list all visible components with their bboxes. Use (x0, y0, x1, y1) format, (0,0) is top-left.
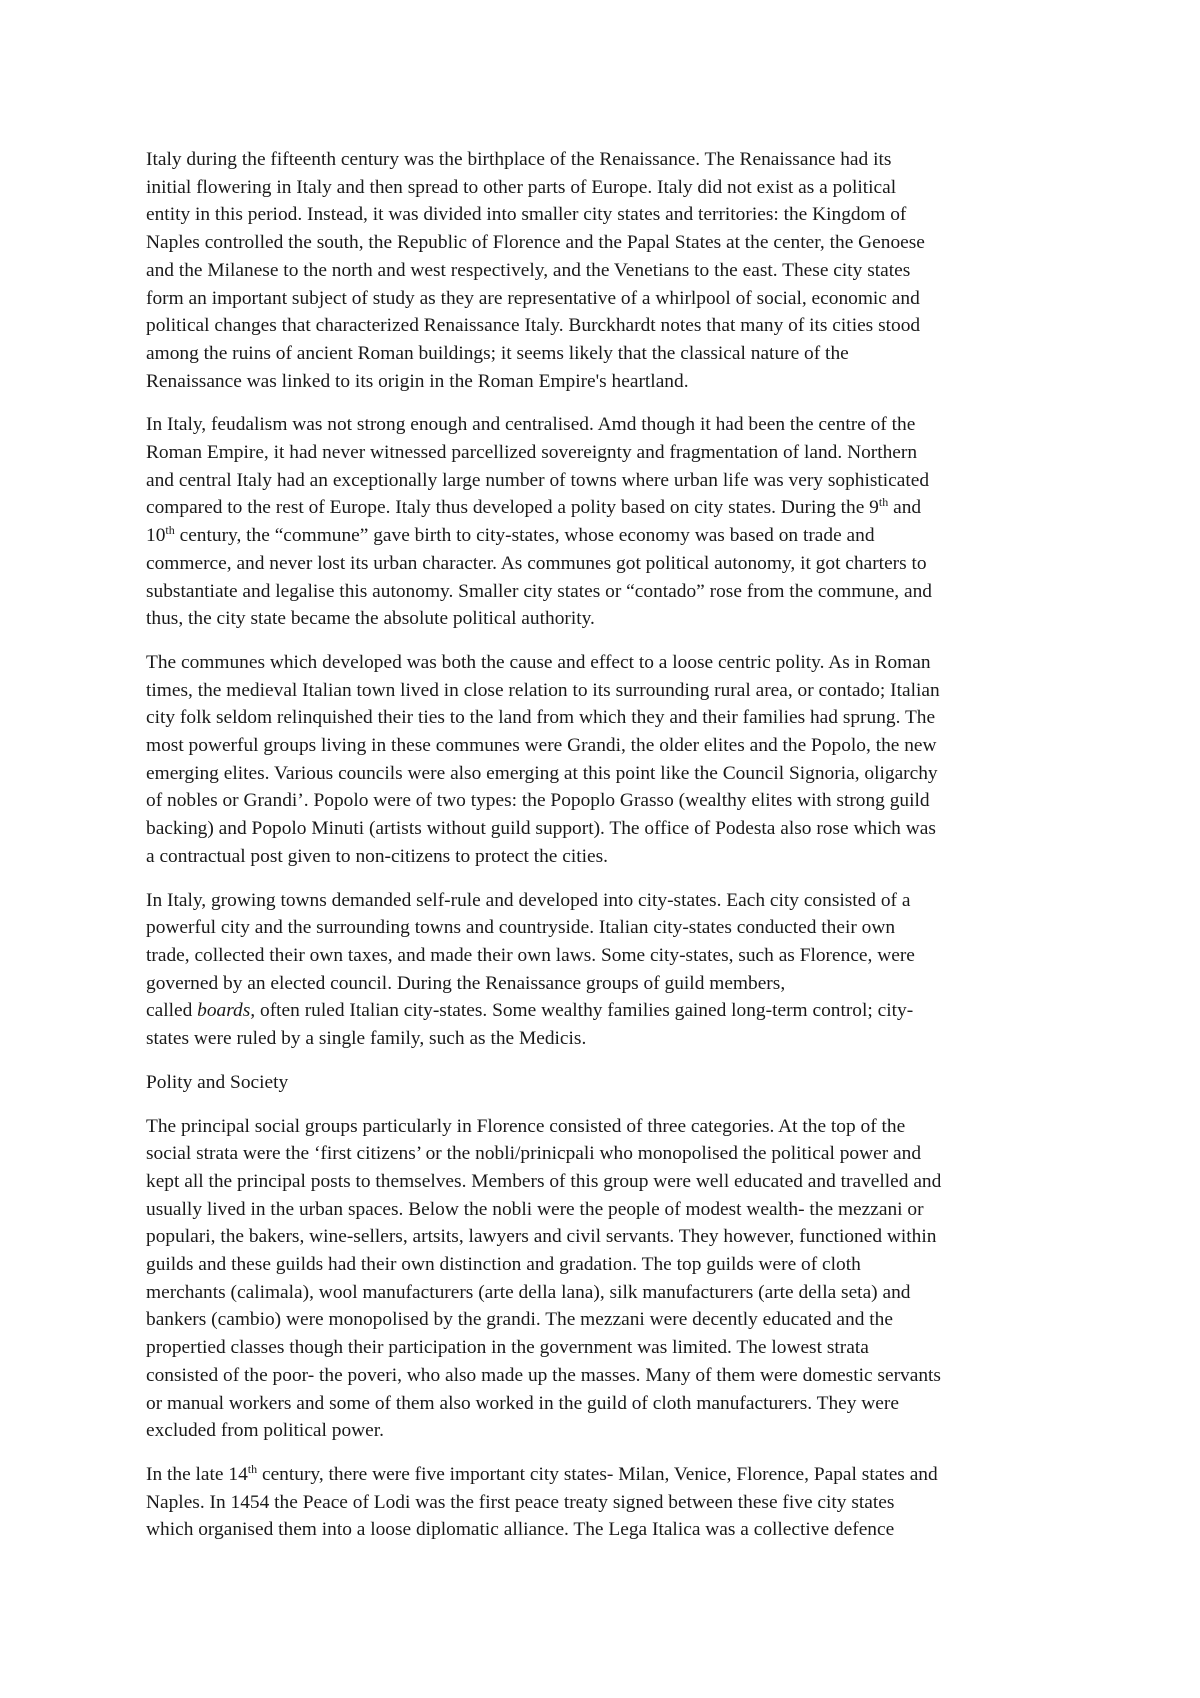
text-line: political changes that characterized Renaissance Italy. Burckhardt notes that many of its cities stood (146, 315, 921, 337)
text-line: emerging elites. Various councils were also emerging at this point like the Council Signoria, oligarchy (146, 762, 938, 784)
ordinal-superscript: th (247, 1461, 258, 1476)
text-run: 10 (146, 525, 166, 547)
text-run: called (146, 1000, 198, 1022)
text-run: In the late 14 (146, 1463, 248, 1485)
text-line: and central Italy had an exceptionally large number of towns where urban life was very sophisticated (146, 469, 930, 491)
text-line (146, 997, 1066, 1025)
text-line: among the ruins of ancient Roman buildings; it seems likely that the classical nature of the (146, 342, 849, 364)
text-run: compared to the rest of Europe. Italy thus developed a polity based on city states. During the 9 (146, 497, 879, 519)
text-line: usually lived in the urban spaces. Below the nobli were the people of modest wealth- the mezzani or (146, 1198, 924, 1220)
text-line: city folk seldom relinquished their ties to the land from which they and their families had sprung. The (146, 707, 936, 729)
text-line: The communes which developed was both the cause and effect to a loose centric polity. As in Roman (146, 651, 931, 673)
text-line: and the Milanese to the north and west respectively, and the Venetians to the east. These city states (146, 259, 911, 281)
text-line: form an important subject of study as they are representative of a whirlpool of social, economic and (146, 287, 920, 309)
text-line: consisted of the poor- the poveri, who also made up the masses. Many of them were domestic servants (146, 1364, 941, 1386)
ordinal-superscript: th (878, 495, 889, 510)
paragraph (146, 1113, 1066, 1445)
text-line (146, 522, 1066, 550)
paragraph (146, 887, 1066, 1053)
text-line: The principal social groups particularly in Florence consisted of three categories. At the top of the (146, 1115, 906, 1137)
document-body (146, 146, 1066, 1560)
paragraph (146, 146, 1066, 395)
paragraph (146, 1461, 1066, 1544)
text-line: trade, collected their own taxes, and made their own laws. Some city-states, such as Florence, were (146, 944, 915, 966)
text-line: entity in this period. Instead, it was divided into smaller city states and territories: the Kingdom of (146, 204, 907, 226)
text-run: century, the “commune” gave birth to city-states, whose economy was based on trade and (174, 525, 875, 547)
text-line: excluded from political power. (146, 1420, 384, 1442)
text-line (146, 1461, 1066, 1489)
ordinal-superscript: th (165, 523, 175, 538)
text-line: commerce, and never lost its urban character. As communes got political autonomy, it got charters to (146, 552, 927, 574)
text-line: social strata were the ‘first citizens’ or the nobli/prinicpali who monopolised the political power and (146, 1143, 922, 1165)
paragraph (146, 649, 1066, 871)
text-line: of nobles or Grandi’. Popolo were of two types: the Popoplo Grasso (wealthy elites with strong guild (146, 790, 930, 812)
text-line: merchants (calimala), wool manufacturers (arte della lana), silk manufacturers (arte della seta) and (146, 1281, 911, 1303)
text-line: Naples controlled the south, the Republic of Florence and the Papal States at the center, the Genoese (146, 232, 925, 254)
text-run: and (888, 497, 922, 519)
text-line: initial flowering in Italy and then spread to other parts of Europe. Italy did not exist as a political (146, 176, 897, 198)
text-line: backing) and Popolo Minuti (artists without guild support). The office of Podesta also rose which was (146, 818, 936, 840)
text-line: bankers (cambio) were monopolised by the grandi. The mezzani were decently educated and the (146, 1309, 893, 1331)
text-line: times, the medieval Italian town lived in close relation to its surrounding rural area, or contado; Italian (146, 679, 940, 701)
text-line: a contractual post given to non-citizens to protect the cities. (146, 845, 608, 867)
text-line: Renaissance was linked to its origin in the Roman Empire's heartland. (146, 370, 689, 392)
text-line: which organised them into a loose diplomatic alliance. The Lega Italica was a collective defence (146, 1519, 895, 1541)
text-line: states were ruled by a single family, such as the Medicis. (146, 1028, 587, 1050)
text-line: thus, the city state became the absolute political authority. (146, 608, 595, 630)
paragraph (146, 411, 1066, 633)
italic-term: boards, (197, 1000, 256, 1022)
text-line (146, 494, 1066, 522)
text-line: In Italy, feudalism was not strong enough and centralised. Amd though it had been the centre of the (146, 414, 916, 436)
text-line: Polity and Society (146, 1071, 289, 1093)
text-line: most powerful groups living in these communes were Grandi, the older elites and the Popolo, the new (146, 735, 937, 757)
text-run: century, there were five important city states- Milan, Venice, Florence, Papal states and (257, 1463, 938, 1485)
text-line: or manual workers and some of them also worked in the guild of cloth manufacturers. They were (146, 1392, 899, 1414)
text-line: Roman Empire, it had never witnessed parcellized sovereignty and fragmentation of land. Northern (146, 442, 918, 464)
text-line: kept all the principal posts to themselves. Members of this group were well educated and travelled and (146, 1170, 942, 1192)
text-line: substantiate and legalise this autonomy. Smaller city states or “contado” rose from the commune, and (146, 580, 933, 602)
text-line: In Italy, growing towns demanded self-rule and developed into city-states. Each city consisted of a (146, 889, 911, 911)
text-line: governed by an elected council. During the Renaissance groups of guild members, (146, 972, 786, 994)
text-line: Naples. In 1454 the Peace of Lodi was the first peace treaty signed between these five city states (146, 1491, 895, 1513)
text-line: propertied classes though their participation in the government was limited. The lowest strata (146, 1337, 869, 1359)
text-line: populari, the bakers, wine-sellers, artsits, lawyers and civil servants. They however, functioned within (146, 1226, 937, 1248)
text-line: Italy during the fifteenth century was the birthplace of the Renaissance. The Renaissance had its (146, 149, 892, 170)
section-heading (146, 1069, 1066, 1097)
text-line: guilds and these guilds had their own distinction and gradation. The top guilds were of cloth (146, 1254, 861, 1276)
text-run: often ruled Italian city-states. Some wealthy families gained long-term control; city- (255, 1000, 914, 1022)
text-line: powerful city and the surrounding towns and countryside. Italian city-states conducted their own (146, 917, 896, 939)
